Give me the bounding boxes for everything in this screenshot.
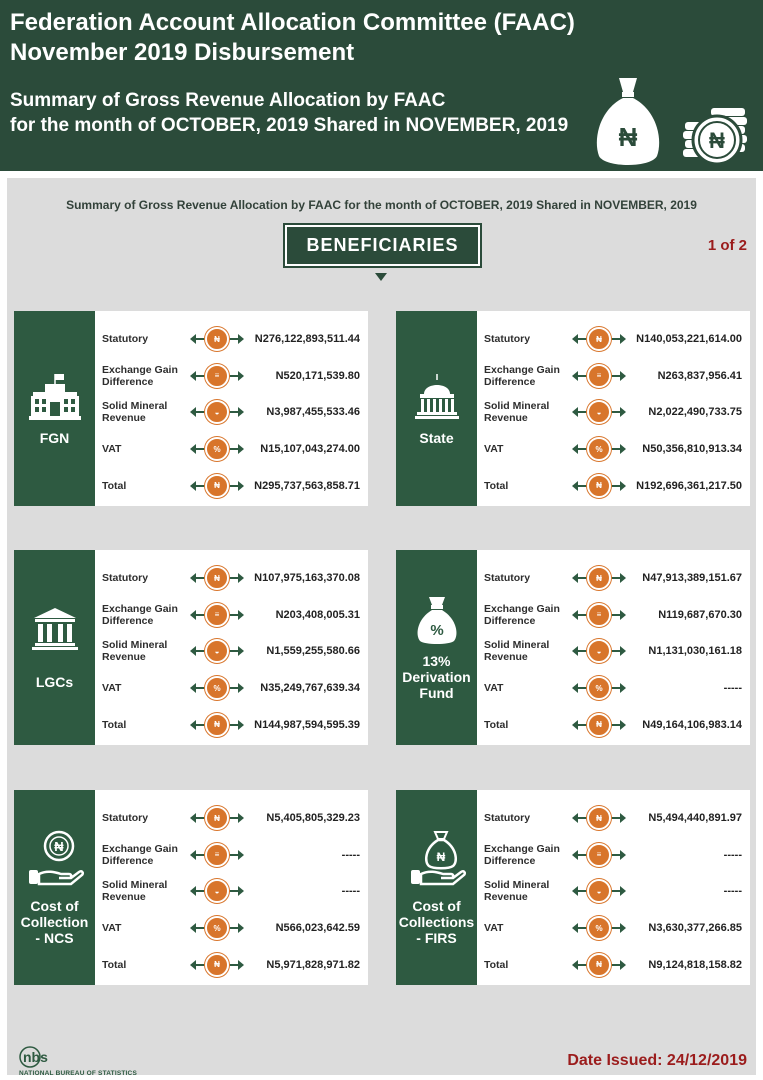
percent-bag-icon: %	[587, 676, 611, 700]
state-total-value: N192,696,361,217.50	[636, 479, 742, 492]
panel-fgn-label: FGN	[39, 429, 70, 446]
firs-total-value: N9,124,818,158.82	[648, 958, 742, 971]
content-area	[7, 178, 756, 1075]
firs-statutory-value: N5,494,440,891.97	[648, 812, 742, 825]
panel-firs-rows	[477, 790, 750, 985]
panel-lgcs-side	[14, 550, 95, 745]
columns-building-icon	[30, 606, 80, 652]
table-row: Solid Mineral Revenue ◒ N1,559,255,580.66	[102, 639, 360, 664]
table-row: Statutory ₦ N47,913,389,151.67	[484, 560, 744, 597]
table-row: Total ₦ N5,971,828,971.82	[102, 946, 362, 983]
page-title: Federation Account Allocation Committee (FAAC) November 2019 Disbursement	[10, 9, 575, 66]
state-vat-value: N50,356,810,913.34	[642, 443, 742, 456]
panel-lgcs	[14, 550, 368, 745]
table-row: Total ₦ N144,987,594,595.39	[102, 706, 362, 743]
svg-text:₦: ₦	[436, 849, 445, 864]
nbs-org-name: NATIONAL BUREAU OF STATISTICS	[19, 1070, 137, 1077]
fgn-total-value: N295,737,563,858.71	[254, 479, 360, 492]
naira-coin-icon: ₦	[205, 953, 229, 977]
summary-line: Summary of Gross Revenue Allocation by FAAC for the month of OCTOBER, 2019 Shared in NOVEMBER, 2019	[66, 198, 697, 212]
state-statutory-value: N140,053,221,614.00	[636, 333, 742, 346]
panel-derivation	[396, 550, 750, 745]
capitol-dome-icon	[412, 372, 462, 422]
firs-exchange-gain-value: -----	[723, 848, 742, 861]
beneficiaries-box	[283, 223, 482, 268]
state-solid-mineral-value: N2,022,490,733.75	[648, 406, 742, 419]
coins-icon: ≡	[205, 603, 229, 627]
firs-solid-mineral-value: -----	[723, 885, 742, 898]
panel-fgn-rows	[95, 311, 368, 506]
mine-cart-icon: ◒	[205, 879, 229, 903]
panel-derivation-rows	[477, 550, 750, 745]
coins-icon: ≡	[205, 843, 229, 867]
panel-fgn-side	[14, 311, 95, 506]
derivation-solid-mineral-value: N1,131,030,161.18	[648, 645, 742, 658]
panel-firs-side	[396, 790, 477, 985]
table-row: Solid Mineral Revenue ◒ N2,022,490,733.75	[484, 400, 742, 425]
down-arrow-icon	[375, 273, 387, 281]
percent-bag-icon: %	[205, 676, 229, 700]
page-indicator: 1 of 2	[707, 237, 747, 254]
panel-fgn	[14, 311, 368, 506]
derivation-total-value: N49,164,106,983.14	[642, 718, 742, 731]
fgn-statutory-value: N276,122,893,511.44	[254, 333, 360, 346]
table-row: VAT % N50,356,810,913.34	[484, 431, 744, 468]
mine-cart-icon: ◒	[205, 639, 229, 663]
naira-coin-icon: ₦	[587, 713, 611, 737]
table-row: Exchange Gain Difference ≡ N203,408,005.31	[102, 602, 360, 627]
table-row: Exchange Gain Difference ≡ -----	[102, 842, 360, 867]
state-exchange-gain-value: N263,837,956.41	[657, 369, 742, 382]
coins-icon: ≡	[587, 603, 611, 627]
page-subtitle: Summary of Gross Revenue Allocation by FAAC for the month of OCTOBER, 2019 Shared in NOVEMBER, 2019	[10, 90, 569, 136]
percent-bag-icon: %	[587, 437, 611, 461]
percent-bag-icon: %	[587, 916, 611, 940]
hand-coin-icon	[25, 830, 85, 890]
ncs-statutory-value: N5,405,805,329.23	[266, 812, 360, 825]
svg-text:nbs: nbs	[23, 1049, 48, 1065]
lgcs-statutory-value: N107,975,163,370.08	[254, 572, 360, 585]
government-building-icon	[27, 372, 83, 422]
table-row: Total ₦ N295,737,563,858.71	[102, 467, 362, 504]
table-row: Solid Mineral Revenue ◒ N1,131,030,161.18	[484, 639, 742, 664]
percent-bag-icon: %	[205, 916, 229, 940]
mine-cart-icon: ◒	[205, 400, 229, 424]
ncs-exchange-gain-value: -----	[341, 848, 360, 861]
coin-stack-icon	[683, 108, 747, 164]
lgcs-total-value: N144,987,594,595.39	[254, 718, 360, 731]
panel-lgcs-label: LGCs	[35, 673, 74, 690]
panel-state-side	[396, 311, 477, 506]
panel-ncs-label: Cost of Collection - NCS	[20, 897, 89, 946]
panel-derivation-label: 13% Derivation Fund	[402, 652, 471, 701]
svg-text:%: %	[429, 621, 444, 639]
panel-ncs	[14, 790, 368, 985]
naira-coin-icon: ₦	[587, 953, 611, 977]
table-row: Statutory ₦ N5,494,440,891.97	[484, 800, 744, 837]
table-row: Exchange Gain Difference ≡ N119,687,670.30	[484, 602, 742, 627]
percent-bag-icon: %	[205, 437, 229, 461]
mine-cart-icon: ◒	[587, 400, 611, 424]
svg-text:₦: ₦	[53, 838, 64, 854]
panel-firs	[396, 790, 750, 985]
header-banner	[0, 0, 763, 171]
table-row: Statutory ₦ N276,122,893,511.44	[102, 321, 362, 358]
table-row: Statutory ₦ N5,405,805,329.23	[102, 800, 362, 837]
ncs-total-value: N5,971,828,971.82	[266, 958, 360, 971]
ncs-vat-value: N566,023,642.59	[275, 922, 360, 935]
naira-bag-icon: ₦	[205, 566, 229, 590]
beneficiaries-label: BENEFICIARIES	[287, 227, 478, 264]
derivation-vat-value: -----	[723, 682, 742, 695]
table-row: Statutory ₦ N140,053,221,614.00	[484, 321, 744, 358]
table-row: Solid Mineral Revenue ◒ -----	[484, 879, 742, 904]
naira-coin-icon: ₦	[587, 474, 611, 498]
table-row: VAT % N15,107,043,274.00	[102, 431, 362, 468]
coins-icon: ≡	[205, 364, 229, 388]
panel-state	[396, 311, 750, 506]
content-frame	[0, 171, 763, 1080]
panel-firs-label: Cost of Collections - FIRS	[398, 897, 475, 946]
svg-text:₦: ₦	[709, 128, 725, 153]
table-row: Exchange Gain Difference ≡ N520,171,539.80	[102, 363, 360, 388]
table-row: Exchange Gain Difference ≡ -----	[484, 842, 742, 867]
mine-cart-icon: ◒	[587, 639, 611, 663]
lgcs-solid-mineral-value: N1,559,255,580.66	[266, 645, 360, 658]
table-row: Total ₦ N192,696,361,217.50	[484, 467, 744, 504]
lgcs-vat-value: N35,249,767,639.34	[260, 682, 360, 695]
naira-coin-icon: ₦	[205, 474, 229, 498]
naira-coin-icon: ₦	[205, 713, 229, 737]
table-row: Exchange Gain Difference ≡ N263,837,956.41	[484, 363, 742, 388]
hand-coin-bag-icon	[407, 830, 467, 890]
panel-derivation-side	[396, 550, 477, 745]
derivation-statutory-value: N47,913,389,151.67	[642, 572, 742, 585]
table-row: Solid Mineral Revenue ◒ -----	[102, 879, 360, 904]
fgn-solid-mineral-value: N3,987,455,533.46	[266, 406, 360, 419]
table-row: VAT % -----	[484, 670, 744, 707]
header-icons	[589, 70, 749, 175]
coins-icon: ≡	[587, 843, 611, 867]
mine-cart-icon: ◒	[587, 879, 611, 903]
table-row: Statutory ₦ N107,975,163,370.08	[102, 560, 362, 597]
table-row: VAT % N35,249,767,639.34	[102, 670, 362, 707]
naira-bag-icon: ₦	[587, 566, 611, 590]
table-row: Total ₦ N49,164,106,983.14	[484, 706, 744, 743]
table-row: VAT % N566,023,642.59	[102, 910, 362, 947]
table-row: Total ₦ N9,124,818,158.82	[484, 946, 744, 983]
panel-ncs-side	[14, 790, 95, 985]
naira-bag-icon: ₦	[205, 806, 229, 830]
svg-text:₦: ₦	[618, 122, 638, 152]
panel-state-label: State	[419, 429, 454, 446]
table-row: VAT % N3,630,377,266.85	[484, 910, 744, 947]
panel-state-rows	[477, 311, 750, 506]
table-row: Solid Mineral Revenue ◒ N3,987,455,533.46	[102, 400, 360, 425]
date-issued: Date Issued: 24/12/2019	[567, 1052, 747, 1069]
percent-bag-icon	[415, 595, 459, 645]
panel-lgcs-rows	[95, 550, 368, 745]
panel-ncs-rows	[95, 790, 368, 985]
nbs-logo-icon	[19, 1046, 59, 1068]
money-bag-icon	[597, 78, 659, 165]
fgn-exchange-gain-value: N520,171,539.80	[275, 369, 360, 382]
naira-bag-icon: ₦	[205, 327, 229, 351]
nbs-logo	[19, 1046, 137, 1077]
coins-icon: ≡	[587, 364, 611, 388]
naira-bag-icon: ₦	[587, 806, 611, 830]
ncs-solid-mineral-value: -----	[341, 885, 360, 898]
derivation-exchange-gain-value: N119,687,670.30	[658, 608, 742, 621]
naira-bag-icon: ₦	[587, 327, 611, 351]
firs-vat-value: N3,630,377,266.85	[648, 922, 742, 935]
fgn-vat-value: N15,107,043,274.00	[260, 443, 360, 456]
lgcs-exchange-gain-value: N203,408,005.31	[275, 608, 360, 621]
